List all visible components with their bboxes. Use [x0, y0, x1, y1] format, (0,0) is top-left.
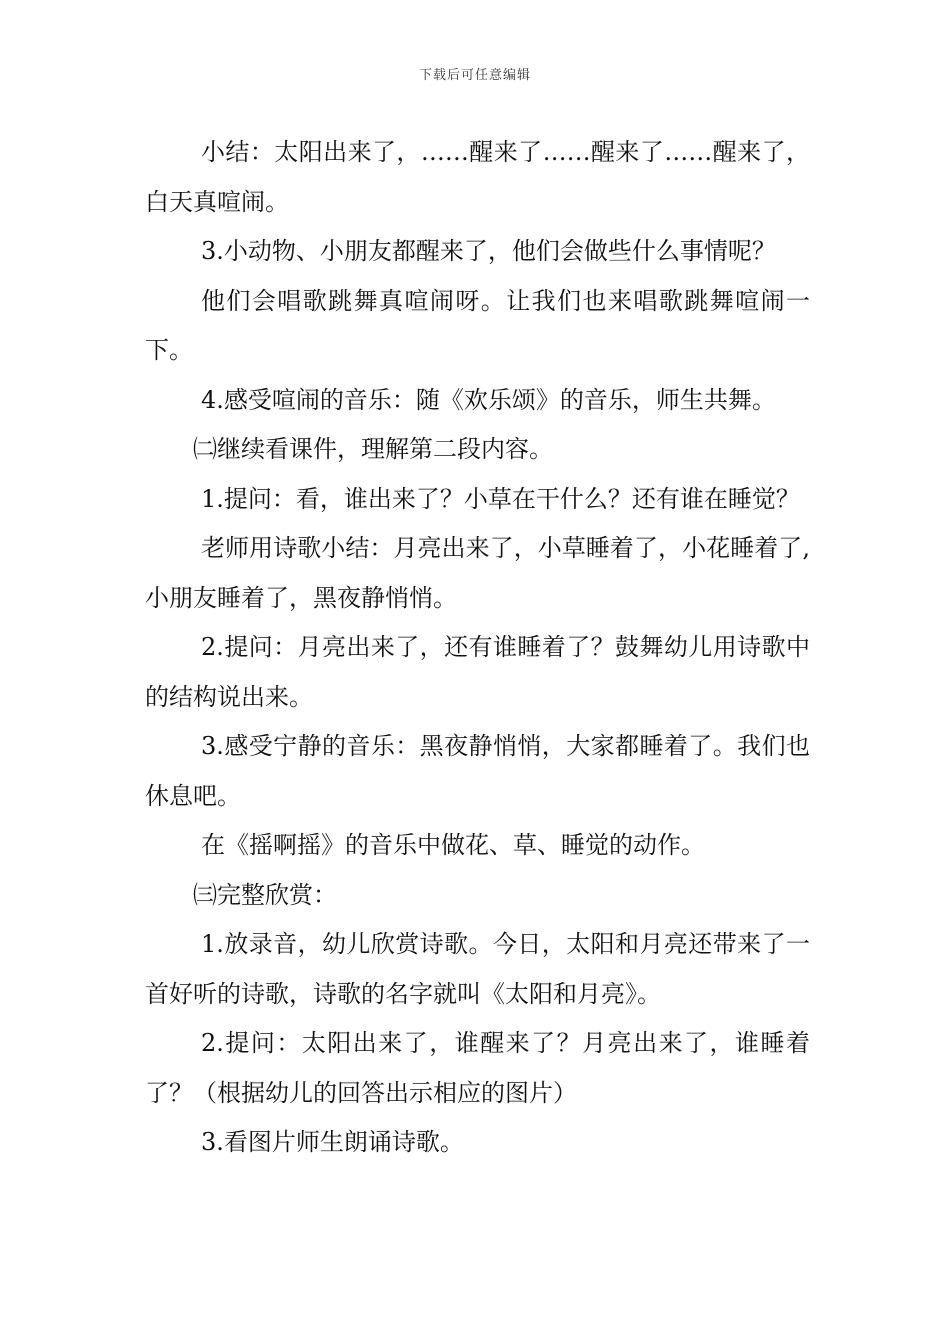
paragraph-step-2-pictures: 2.提问：太阳出来了，谁醒来了？月亮出来了，谁睡着了？（根据幼儿的回答出示相应的图片） — [145, 1029, 810, 1107]
document-body — [145, 128, 810, 1168]
paragraph-step-4-music: 4.感受喧闹的音乐：随《欢乐颂》的音乐，师生共舞。 — [201, 385, 776, 414]
paragraph-step-3-recite: 3.看图片师生朗诵诗歌。 — [201, 1128, 464, 1156]
paragraph-sing-dance: 他们会唱歌跳舞真喧闹呀。让我们也来唱歌跳舞喧闹一下。 — [145, 286, 810, 364]
section-heading-2: ㈡继续看课件，理解第二段内容。 — [193, 435, 553, 463]
paragraph-step-3-quiet-music: 3.感受宁静的音乐：黑夜静悄悄，大家都睡着了。我们也休息吧。 — [145, 732, 810, 810]
paragraph-summary-day: 小结：太阳出来了，……醒来了……醒来了……醒来了，白天真喧闹。 — [145, 138, 810, 216]
paragraph-step-3-question: 3.小动物、小朋友都醒来了，他们会做些什么事情呢？ — [201, 237, 776, 265]
paragraph-summary-night: 老师用诗歌小结：月亮出来了，小草睡着了，小花睡着了,小朋友睡着了，黑夜静悄悄。 — [145, 534, 810, 612]
paragraph-step-1-question: 1.提问：看，谁出来了？小草在干什么？还有谁在睡觉？ — [201, 484, 800, 513]
page-header: 下载后可任意编辑 — [418, 68, 531, 83]
paragraph-step-2-question: 2.提问：月亮出来了，还有谁睡着了？鼓舞幼儿用诗歌中的结构说出来。 — [145, 633, 810, 711]
section-heading-3: ㈢完整欣赏： — [193, 880, 337, 909]
paragraph-step-1-recording: 1.放录音，幼儿欣赏诗歌。今日，太阳和月亮还带来了一首好听的诗歌，诗歌的名字就叫《太阳和月亮》。 — [145, 930, 810, 1008]
paragraph-rocking-music: 在《摇啊摇》的音乐中做花、草、睡觉的动作。 — [201, 831, 705, 859]
